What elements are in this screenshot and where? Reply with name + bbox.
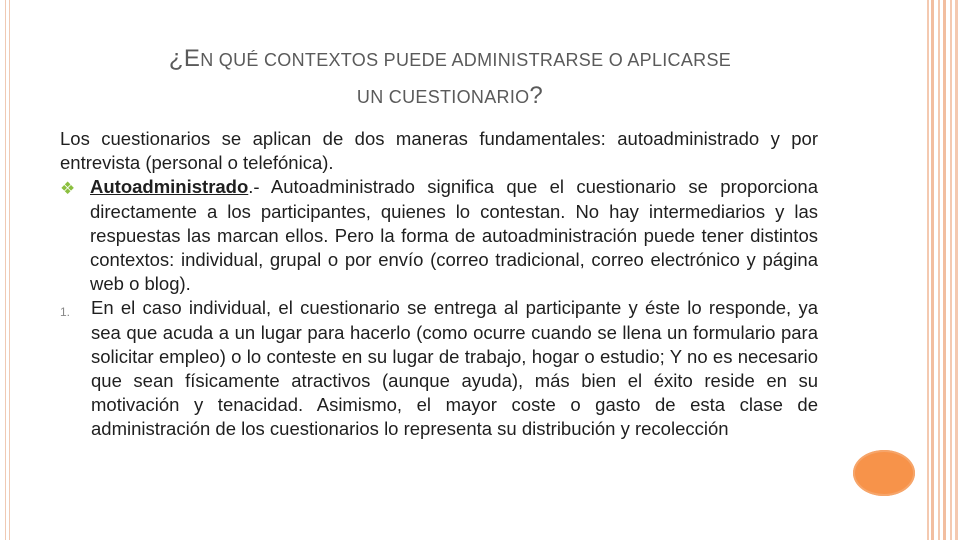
slide-body <box>60 127 818 442</box>
title-line-2 <box>60 81 840 112</box>
decorative-stripe <box>955 0 958 540</box>
intro-paragraph: Los cuestionarios se aplican de dos maneras fundamentales: autoadministrado y por entrevista (personal o telefónica). <box>60 128 818 174</box>
decorative-stripe <box>938 0 940 540</box>
decorative-stripe <box>943 0 946 540</box>
title-line-1-text: N QUÉ CONTEXTOS PUEDE ADMINISTRARSE O APLICARSE <box>200 50 732 70</box>
title-line-2-text: UN CUESTIONARIO <box>356 87 530 107</box>
numbered-item-1 <box>60 296 818 441</box>
decorative-line <box>5 0 6 540</box>
list-number: 1. <box>60 305 71 320</box>
orange-circle-decoration <box>853 450 915 496</box>
decorative-stripe <box>931 0 934 540</box>
title-first-chars: ¿E <box>168 45 201 72</box>
title-line-1 <box>60 44 840 75</box>
decorative-line <box>9 0 10 540</box>
right-decorative-stripes <box>926 0 960 540</box>
bullet-term: Autoadministrado <box>90 176 249 198</box>
bullet-text: .- Autoadministrado significa que el cuestionario se proporciona directamente a los participantes, quienes lo contestan. No hay intermediarios y las respuestas las marcan ellos. Pero la forma de autoadministración puede tener distintos contextos: individual, grupal o por envío (correo tradicional, correo electrónico y página web o blog). <box>90 176 818 295</box>
left-decorative-lines <box>0 0 14 540</box>
title-question-mark: ? <box>529 82 544 109</box>
slide-title <box>60 44 840 112</box>
diamond-bullet-icon: ❖ <box>60 179 76 199</box>
decorative-stripe <box>927 0 929 540</box>
numbered-item-text: En el caso individual, el cuestionario se entrega al participante y éste lo responde, ya sea que acuda a un lugar para hacerlo (como ocurre cuando se llena un formulario para solicitar empleo) o lo conteste en su lugar de trabajo, hogar o estudio; Y no es necesario que sean físicamente atractivos (aunque ayuda), más bien el éxito reside en su motivación y tenacidad. Asimismo, el mayor coste o gasto de esta clase de administración de los cuestionarios lo representa su distribución y recolección <box>91 297 818 440</box>
decorative-stripe <box>950 0 952 540</box>
bullet-item-autoadministrado <box>60 175 818 296</box>
